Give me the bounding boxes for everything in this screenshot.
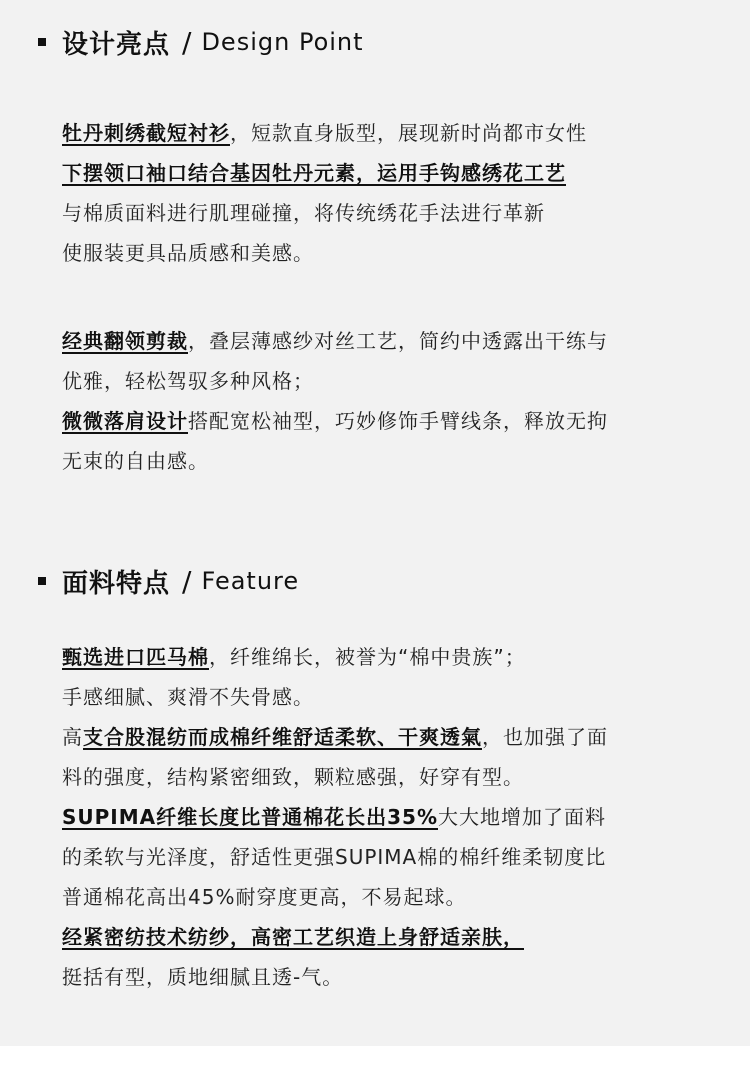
text-line: 与棉质面料进行肌理碰撞，将传统绣花手法进行革新 [62,201,545,225]
feature-title-en: Feature [201,567,300,595]
text-line [62,153,726,193]
feature-heading [38,561,299,601]
highlight-text: 下摆领口袖口结合基因牡丹元素，运用手钩感绣花工艺 [62,161,566,185]
design-paragraph-1 [62,113,726,273]
body-text: 大大地增加了面料 [438,805,606,829]
text-line: 的柔软与光泽度，舒适性更强SUPIMA棉的棉纤维柔韧度比 [62,845,607,869]
body-text: ，短款直身版型，展现新时尚都市女性 [230,121,587,145]
text-line [62,637,726,677]
highlight-text: 支合股混纺而成棉纤维舒适柔软、干爽透氣 [83,725,482,749]
text-line: 料的强度，结构紧密细致，颗粒感强，好穿有型。 [62,765,524,789]
text-line [62,917,726,957]
text-line: 优雅，轻松驾驭多种风格； [62,369,314,393]
text-line [62,401,726,441]
highlight-text: 甄选进口匹马棉 [62,645,209,669]
highlight-text: 经典翻领剪裁 [62,329,188,353]
heading-slash: / [182,564,192,598]
feature-title-cn: 面料特点 [62,568,171,599]
body-text: ，也加强了面 [482,725,608,749]
body-text: ，叠层薄感纱对丝工艺，简约中透露出干练与 [188,329,608,353]
heading-slash: / [182,25,192,59]
text-line [62,113,726,153]
design-title-en: Design Point [201,28,364,56]
body-text: 搭配宽松袖型，巧妙修饰手臂线条，释放无拘 [188,409,608,433]
body-text: ，纤维绵长，被誉为“棉中贵族”； [209,645,526,669]
feature-paragraph [62,637,726,997]
text-line: 手感细腻、爽滑不失骨感。 [62,685,314,709]
text-line [62,797,726,837]
text-line: 普通棉花高出45%耐穿度更高，不易起球。 [62,885,467,909]
design-paragraph-2 [62,321,726,481]
design-title-cn: 设计亮点 [62,29,171,60]
text-line: 挺括有型，质地细腻且透-气。 [62,965,344,989]
body-text: 高 [62,725,83,749]
highlight-text: 经紧密纺技术纺纱，高密工艺织造上身舒适亲肤， [62,925,524,949]
square-bullet-icon [38,577,46,585]
highlight-text: 微微落肩设计 [62,409,188,433]
text-line [62,321,726,361]
highlight-text: SUPIMA纤维长度比普通棉花长出35% [62,805,438,829]
text-line [62,717,726,757]
square-bullet-icon [38,38,46,46]
text-line: 使服装更具品质感和美感。 [62,241,314,265]
highlight-text: 牡丹刺绣截短衬衫 [62,121,230,145]
design-point-heading [38,22,364,62]
text-line: 无束的自由感。 [62,449,209,473]
